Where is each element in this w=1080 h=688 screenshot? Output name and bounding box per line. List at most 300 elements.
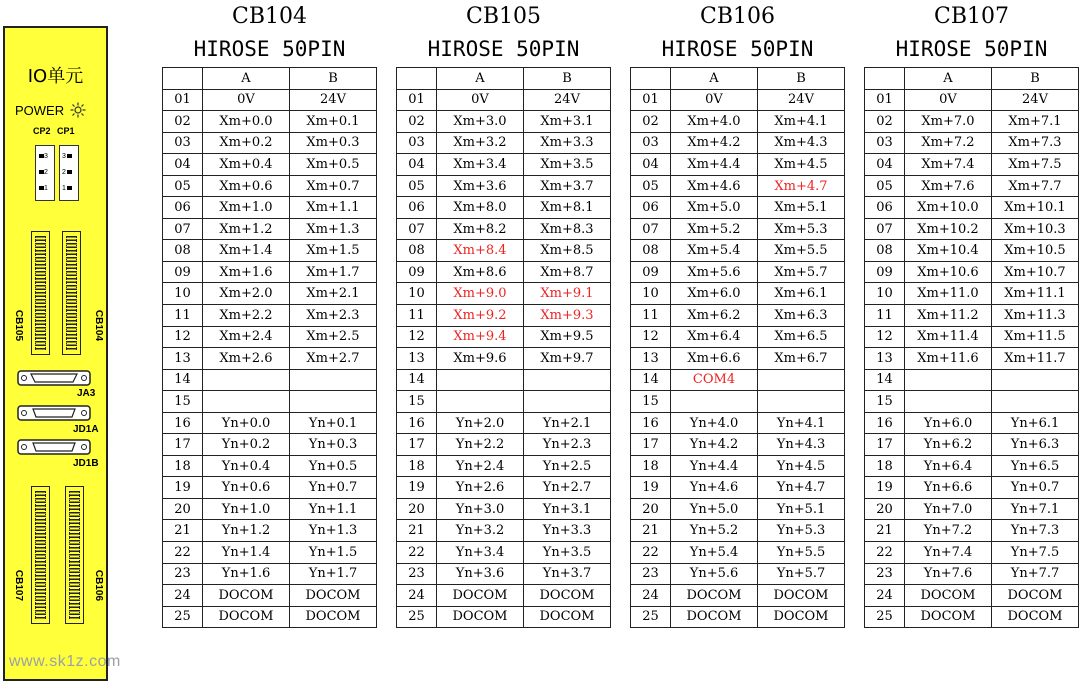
pin-signal-b: Xm+9.5 [524,326,611,348]
pin-signal-a: Xm+5.0 [671,197,758,219]
pin-signal-b: DOCOM [758,585,845,607]
cb106-group [630,0,845,625]
pin-number: 08 [163,240,203,262]
pin-signal-b: Xm+8.3 [524,218,611,240]
pin-number: 06 [397,197,437,219]
pin-row [865,89,1079,111]
pin-row [163,477,377,499]
pin-signal-b: Xm+4.5 [758,154,845,176]
pin-signal-a: Xm+0.0 [203,111,290,133]
pin-number: 23 [163,563,203,585]
pin-row [163,197,377,219]
pin-row [865,132,1079,154]
pin-signal-a: Xm+0.2 [203,132,290,154]
pin-number: 12 [865,326,905,348]
ja3-label: JA3 [77,388,96,399]
pin-number: 12 [631,326,671,348]
pin-row [631,585,845,607]
pin-row [865,305,1079,327]
pin-signal-b: Xm+2.5 [290,326,377,348]
pin-row [397,434,611,456]
pin-row [631,542,845,564]
pin-number: 11 [865,305,905,327]
pin-row [163,369,377,391]
pin-row [865,606,1079,628]
jd1a-connector[interactable] [17,404,91,422]
pin-signal-a: Xm+3.2 [437,132,524,154]
pin-row [631,175,845,197]
pin-row [397,369,611,391]
pin-row [865,175,1079,197]
cb105-connector[interactable] [31,231,50,355]
pin-signal-b: Xm+0.3 [290,132,377,154]
pin-number: 01 [865,89,905,111]
pin-signal-b: Xm+10.1 [992,197,1079,219]
pin-row [865,197,1079,219]
pin-signal-a [203,391,290,413]
pin-signal-b: DOCOM [524,606,611,628]
pin-number: 13 [865,348,905,370]
pin-signal-b: Yn+5.7 [758,563,845,585]
pin-signal-a: DOCOM [437,606,524,628]
pin-row [397,520,611,542]
pin-signal-b [524,369,611,391]
pin-row [163,520,377,542]
pin-signal-b: Xm+1.1 [290,197,377,219]
pin-row [631,326,845,348]
table-header-row [865,68,1079,90]
pin-signal-b: Yn+5.3 [758,520,845,542]
pin-signal-a: Xm+3.6 [437,175,524,197]
pin-signal-a: DOCOM [671,606,758,628]
pin-signal-b: DOCOM [992,585,1079,607]
pin-signal-b: Xm+9.7 [524,348,611,370]
pin-signal-a: Yn+7.0 [905,498,992,520]
pin-signal-b: Yn+5.1 [758,498,845,520]
pin-signal-b: Xm+10.7 [992,261,1079,283]
pin-row [397,132,611,154]
pin-row [397,175,611,197]
pin-row [631,391,845,413]
pin-signal-a: Xm+3.4 [437,154,524,176]
pin-number: 15 [397,391,437,413]
pin-row [631,197,845,219]
pin-number: 22 [865,542,905,564]
pin-row [163,585,377,607]
pin-row [865,585,1079,607]
pin-number: 22 [397,542,437,564]
pin-number: 22 [631,542,671,564]
pin-signal-a: Yn+6.0 [905,412,992,434]
pin-signal-b: 24V [758,89,845,111]
cb105-title: CB105 [466,4,541,29]
pin-number: 05 [163,175,203,197]
pin-signal-a: Xm+1.6 [203,261,290,283]
pin-number: 14 [397,369,437,391]
pin-signal-a: Yn+2.6 [437,477,524,499]
pin-signal-b [758,369,845,391]
pin-signal-a [671,391,758,413]
pin-signal-a: Xm+1.4 [203,240,290,262]
header-cell-b: B [992,68,1079,90]
pin-number: 14 [163,369,203,391]
cb104-subtitle: HIROSE 50PIN [193,37,346,61]
pin-row [865,240,1079,262]
table-header-row [397,68,611,90]
pin-signal-b: Xm+2.3 [290,305,377,327]
pin-signal-b: Xm+5.7 [758,261,845,283]
cb104-group [162,0,377,625]
pin-signal-a: Xm+9.6 [437,348,524,370]
pin-number: 09 [163,261,203,283]
pin-signal-b: DOCOM [524,585,611,607]
pin-number: 17 [865,434,905,456]
pin-number: 03 [397,132,437,154]
pin-number: 20 [631,498,671,520]
pin-signal-a: Xm+7.2 [905,132,992,154]
power-label: POWER [15,103,65,118]
pin-signal-a: Yn+4.2 [671,434,758,456]
pin-signal-a: Yn+3.2 [437,520,524,542]
pin-number: 01 [163,89,203,111]
pin-signal-b: Xm+5.5 [758,240,845,262]
pin-number: 25 [163,606,203,628]
cb107-group [864,0,1079,625]
pin-signal-a: Yn+4.4 [671,455,758,477]
pin-row [631,455,845,477]
pin-row [163,240,377,262]
pin-signal-a: Xm+9.0 [437,283,524,305]
pin-signal-b: 24V [992,89,1079,111]
pin-signal-b: Yn+4.5 [758,455,845,477]
io-unit-panel [3,26,108,681]
pin-number: 21 [397,520,437,542]
ja3-connector[interactable] [17,369,91,387]
pin-signal-a: Xm+8.4 [437,240,524,262]
cb105-group [396,0,611,625]
pin-signal-a [905,369,992,391]
pin-signal-b: DOCOM [290,606,377,628]
pin-number: 24 [631,585,671,607]
pin-number: 08 [631,240,671,262]
pin-number: 21 [163,520,203,542]
pin-signal-a: DOCOM [905,585,992,607]
pin-number: 04 [397,154,437,176]
pin-signal-a: Yn+1.0 [203,498,290,520]
pin-number: 18 [631,455,671,477]
pin-number: 16 [397,412,437,434]
pin-row [865,412,1079,434]
pin-number: 06 [163,197,203,219]
pin-signal-a: DOCOM [203,606,290,628]
pin-number: 17 [163,434,203,456]
pin-signal-b: Yn+1.7 [290,563,377,585]
pin-number: 20 [865,498,905,520]
pin-signal-a: Xm+7.0 [905,111,992,133]
pin-row [631,498,845,520]
pin-row [163,606,377,628]
pin-signal-b: DOCOM [992,606,1079,628]
pin-signal-b: Yn+6.5 [992,455,1079,477]
pin-number: 01 [631,89,671,111]
pin-signal-b: Xm+7.3 [992,132,1079,154]
pin-row [163,218,377,240]
jd1a-label: JD1A [73,424,99,435]
pin-number: 24 [163,585,203,607]
pin-row [163,563,377,585]
pin-signal-a: DOCOM [203,585,290,607]
pin-signal-b: Yn+7.7 [992,563,1079,585]
pin-signal-b: Xm+11.7 [992,348,1079,370]
pin-signal-a: Xm+0.4 [203,154,290,176]
pin-signal-b: Yn+6.1 [992,412,1079,434]
pin-signal-b [992,391,1079,413]
pin-number: 13 [163,348,203,370]
pin-signal-b: Xm+8.5 [524,240,611,262]
pin-signal-b: Xm+3.7 [524,175,611,197]
cb107-title: CB107 [934,4,1009,29]
pin-signal-b: Yn+5.5 [758,542,845,564]
pin-signal-a: Yn+7.2 [905,520,992,542]
header-cell-a: A [671,68,758,90]
pin-signal-a: Yn+5.4 [671,542,758,564]
pin-number: 13 [631,348,671,370]
pin-number: 07 [631,218,671,240]
pin-number: 12 [397,326,437,348]
cb105-label: CB105 [13,309,25,342]
header-cell [631,68,671,90]
cb106-connector[interactable] [65,486,84,624]
pin-row [163,132,377,154]
pin-row [397,305,611,327]
pin-row [865,218,1079,240]
pin-number: 16 [163,412,203,434]
pin-signal-a: Yn+4.6 [671,477,758,499]
pin-signal-b: Xm+0.5 [290,154,377,176]
pin-signal-b: Xm+6.5 [758,326,845,348]
pin-signal-a: Yn+1.4 [203,542,290,564]
pin-signal-a: Xm+5.4 [671,240,758,262]
pin-row [631,154,845,176]
cp2-label: CP2 [33,126,51,136]
pin-row [865,283,1079,305]
pin-signal-a: Yn+2.4 [437,455,524,477]
pin-row [631,412,845,434]
cb107-subtitle: HIROSE 50PIN [895,37,1048,61]
pin-number: 18 [397,455,437,477]
pin-row [163,348,377,370]
pin-signal-b: Xm+11.3 [992,305,1079,327]
pin-number: 23 [865,563,905,585]
pin-signal-a: Xm+11.4 [905,326,992,348]
pin-row [397,111,611,133]
pin-number: 08 [865,240,905,262]
pin-signal-a: Xm+2.2 [203,305,290,327]
pin-number: 11 [163,305,203,327]
pin-number: 23 [397,563,437,585]
pin-signal-b: Yn+1.1 [290,498,377,520]
pin-signal-a: Xm+6.0 [671,283,758,305]
pin-signal-b [290,369,377,391]
cp2-jumper[interactable]: 3 2 1 [35,145,55,201]
pin-number: 05 [865,175,905,197]
pin-row [631,89,845,111]
pin-signal-a: Xm+8.6 [437,261,524,283]
pin-number: 25 [631,606,671,628]
pin-row [631,111,845,133]
watermark-text: www.sk1z.com [9,653,121,670]
pin-row [397,477,611,499]
pin-row [397,197,611,219]
pin-number: 16 [631,412,671,434]
pin-signal-b: Xm+7.7 [992,175,1079,197]
pin-signal-a: 0V [203,89,290,111]
table-header-row [631,68,845,90]
pin-signal-b: DOCOM [290,585,377,607]
cb107-pin-table [864,67,1079,628]
pin-signal-a: 0V [671,89,758,111]
pin-signal-a [203,369,290,391]
cb106-title: CB106 [700,4,775,29]
pin-signal-b: Xm+6.1 [758,283,845,305]
pin-signal-b: Yn+2.5 [524,455,611,477]
pin-signal-b: Xm+2.1 [290,283,377,305]
header-cell-a: A [437,68,524,90]
pin-number: 17 [397,434,437,456]
pin-row [397,585,611,607]
pin-signal-a: Xm+11.0 [905,283,992,305]
pin-number: 03 [163,132,203,154]
pin-signal-a: Yn+1.6 [203,563,290,585]
pin-row [397,261,611,283]
cp1-jumper[interactable]: 3 2 1 [59,145,79,201]
pin-signal-a: Yn+3.0 [437,498,524,520]
pin-number: 21 [865,520,905,542]
pin-signal-a: Xm+11.6 [905,348,992,370]
pin-signal-b: Xm+6.7 [758,348,845,370]
pin-number: 03 [865,132,905,154]
pin-number: 09 [865,261,905,283]
pin-number: 12 [163,326,203,348]
pin-row [865,563,1079,585]
pin-signal-a: Yn+0.0 [203,412,290,434]
pin-number: 06 [865,197,905,219]
header-cell [397,68,437,90]
pin-signal-b: 24V [290,89,377,111]
pin-signal-a: Yn+2.2 [437,434,524,456]
pin-number: 02 [631,111,671,133]
cb106-subtitle: HIROSE 50PIN [661,37,814,61]
pin-signal-a: Xm+7.4 [905,154,992,176]
pin-signal-a: Yn+6.4 [905,455,992,477]
pin-signal-a: Yn+3.4 [437,542,524,564]
pin-number: 15 [865,391,905,413]
pin-signal-b: Xm+3.5 [524,154,611,176]
pin-row [397,89,611,111]
pin-signal-b [290,391,377,413]
pin-row [631,606,845,628]
pin-signal-b: Xm+1.5 [290,240,377,262]
pin-signal-a [905,391,992,413]
pin-signal-a: Xm+5.6 [671,261,758,283]
pin-row [865,369,1079,391]
pin-signal-b: Yn+0.7 [992,477,1079,499]
pin-signal-b: 24V [524,89,611,111]
pin-row [163,542,377,564]
pin-signal-b: Yn+6.3 [992,434,1079,456]
pin-signal-a: Xm+10.6 [905,261,992,283]
pin-number: 09 [631,261,671,283]
pin-signal-a: Xm+10.4 [905,240,992,262]
pin-signal-b [758,391,845,413]
pin-signal-a: Xm+9.2 [437,305,524,327]
pin-signal-b: Yn+0.1 [290,412,377,434]
pin-row [397,542,611,564]
pin-signal-a: Yn+4.0 [671,412,758,434]
pin-row [631,563,845,585]
pin-row [631,240,845,262]
pin-signal-a: Xm+1.2 [203,218,290,240]
header-cell-a: A [905,68,992,90]
pin-row [865,477,1079,499]
pin-signal-a: Xm+3.0 [437,111,524,133]
pin-signal-b: Xm+11.5 [992,326,1079,348]
pin-signal-a: Xm+2.4 [203,326,290,348]
pin-signal-a: Xm+7.6 [905,175,992,197]
pin-row [865,455,1079,477]
pin-signal-a: Xm+11.2 [905,305,992,327]
pin-number: 08 [397,240,437,262]
pin-number: 04 [865,154,905,176]
pin-row [865,542,1079,564]
pin-signal-b: Yn+3.1 [524,498,611,520]
pin-number: 20 [163,498,203,520]
pin-row [397,606,611,628]
pin-number: 07 [163,218,203,240]
pin-number: 16 [865,412,905,434]
pin-row [397,498,611,520]
pin-signal-b: Yn+3.7 [524,563,611,585]
pin-row [865,154,1079,176]
pin-signal-a: Yn+6.2 [905,434,992,456]
pin-row [631,348,845,370]
cb107-connector[interactable] [31,486,50,624]
pin-signal-a: Yn+0.2 [203,434,290,456]
pin-number: 25 [865,606,905,628]
pin-signal-a: Xm+0.6 [203,175,290,197]
pin-row [865,326,1079,348]
pin-row [163,154,377,176]
pin-number: 02 [397,111,437,133]
pin-signal-a: Yn+5.2 [671,520,758,542]
pin-row [865,261,1079,283]
pin-number: 15 [163,391,203,413]
pin-signal-b: Xm+2.7 [290,348,377,370]
pin-signal-b: Yn+3.3 [524,520,611,542]
pin-row [163,305,377,327]
pin-number: 10 [397,283,437,305]
pin-signal-b: Yn+4.3 [758,434,845,456]
pin-number: 03 [631,132,671,154]
cb104-connector[interactable] [62,231,81,355]
pin-signal-b: Yn+1.5 [290,542,377,564]
pin-number: 24 [397,585,437,607]
pin-number: 17 [631,434,671,456]
jd1b-connector[interactable] [17,438,91,456]
pin-signal-b: Yn+4.7 [758,477,845,499]
header-cell-a: A [203,68,290,90]
pin-signal-a: Yn+5.6 [671,563,758,585]
